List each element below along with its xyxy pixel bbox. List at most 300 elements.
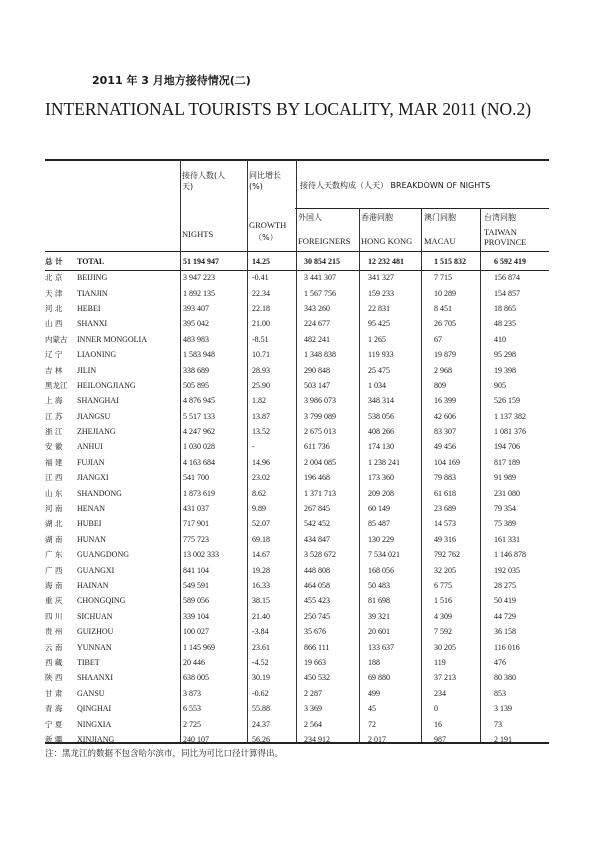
table-row [45, 547, 549, 562]
region-cn: 黑龙江 [45, 380, 68, 390]
macau-cell: 61 618 [434, 488, 456, 498]
hk-cell: 538 056 [368, 411, 394, 421]
hk-cell: 209 208 [368, 488, 394, 498]
growth-cell: 38.15 [252, 596, 270, 606]
hk-cell: 45 [368, 704, 376, 714]
table-row [45, 639, 549, 654]
nights-cell: 6 553 [183, 704, 201, 714]
macau-cell: 119 [434, 657, 446, 667]
region-cn: 福 建 [45, 457, 63, 467]
taiwan-cell: 905 [494, 380, 506, 390]
macau-cell: 6 775 [434, 581, 452, 590]
table-row [45, 332, 549, 347]
nights-cell: 638 005 [183, 673, 209, 683]
region-en: JIANGSU [77, 411, 111, 421]
region-cn: 浙 江 [45, 427, 63, 437]
taiwan-cell: 1 081 376 [494, 427, 526, 437]
table-row [45, 301, 549, 316]
nights-cell: 1 030 028 [183, 442, 215, 452]
nights-cell: 589 056 [183, 596, 209, 606]
hk-cell: 50 483 [368, 581, 390, 590]
table-row [45, 562, 549, 577]
nights-cell: 717 901 [183, 519, 209, 529]
taiwan-cell: 44 729 [494, 611, 516, 621]
taiwan-cell: 194 706 [494, 442, 520, 452]
macau-cell: 16 399 [434, 396, 456, 406]
region-cn: 江 西 [45, 473, 63, 483]
region-cell [45, 424, 181, 439]
region-cell [45, 578, 181, 593]
region-cn: 辽 宁 [45, 350, 63, 360]
nights-cell: 5 517 133 [183, 411, 215, 421]
region-cn: 内蒙古 [45, 334, 68, 344]
foreigners-cell: 455 423 [304, 596, 330, 606]
header-growth-cn: 同比增长(%) [249, 171, 281, 191]
header-foreigners-cn: 外国人 [298, 213, 322, 222]
hk-cell: 39 321 [368, 611, 390, 621]
nights-cell: 3 873 [183, 688, 201, 698]
foreigners-cell: 35 676 [304, 627, 326, 637]
foreigners-cell: 3 799 089 [304, 411, 336, 421]
hk-cell: 25 475 [368, 365, 390, 375]
growth-cell: 14.96 [252, 457, 270, 467]
region-cn: 广 东 [45, 550, 63, 560]
region-cell [45, 253, 181, 270]
hk-cell: 7 534 021 [368, 550, 400, 560]
header-taiwan-en: TAIWAN PROVINCE [484, 227, 527, 247]
table-row [45, 655, 549, 670]
region-cell [45, 516, 181, 531]
region-en: TIBET [77, 657, 100, 667]
taiwan-cell: 19 398 [494, 365, 516, 375]
taiwan-cell: 79 354 [494, 504, 516, 514]
foreigners-cell: 3 986 073 [304, 396, 336, 406]
region-cell [45, 455, 181, 470]
region-en: SHANGHAI [77, 396, 119, 406]
hk-cell: 1 238 241 [368, 457, 400, 467]
foreigners-cell: 3 528 672 [304, 550, 336, 560]
foreigners-cell: 250 745 [304, 611, 330, 621]
taiwan-cell: 3 139 [494, 704, 512, 714]
taiwan-cell: 50 419 [494, 596, 516, 606]
header-nights-cn: 接待人数(人天) [182, 171, 226, 191]
region-en: YUNNAN [77, 642, 112, 652]
hk-cell: 81 698 [368, 596, 390, 606]
macau-cell: 809 [434, 380, 446, 390]
growth-cell: 9.89 [252, 504, 266, 514]
region-cell [45, 409, 181, 424]
growth-cell: 69.18 [252, 534, 270, 544]
region-cn: 山 东 [45, 488, 63, 498]
region-cell [45, 332, 181, 347]
region-cell [45, 485, 181, 500]
region-en: SHAANXI [77, 673, 113, 683]
taiwan-cell: 526 159 [494, 396, 520, 406]
region-cell [45, 270, 181, 285]
region-cell [45, 686, 181, 701]
taiwan-cell: 476 [494, 657, 506, 667]
region-en: FUJIAN [77, 457, 105, 467]
macau-cell: 2 968 [434, 365, 452, 375]
table-row [45, 347, 549, 362]
table-row [45, 593, 549, 608]
nights-cell: 1 892 135 [183, 288, 215, 298]
region-cn: 陕 西 [45, 673, 63, 683]
header-foreigners-en: FOREIGNERS [298, 236, 351, 246]
hk-cell: 159 233 [368, 288, 394, 298]
nights-cell: 4 163 684 [183, 457, 215, 467]
nights-cell: 51 194 947 [183, 257, 219, 266]
region-cell [45, 547, 181, 562]
region-en: INNER MONGOLIA [77, 334, 147, 344]
growth-cell: 25.90 [252, 380, 270, 390]
foreigners-cell: 2 675 013 [304, 427, 336, 437]
hk-cell: 174 130 [368, 442, 394, 452]
foreigners-cell: 464 058 [304, 581, 330, 590]
foreigners-cell: 224 677 [304, 319, 330, 329]
hk-cell: 2 017 [368, 734, 386, 744]
region-cn: 河 北 [45, 303, 63, 313]
region-cell [45, 285, 181, 300]
region-cn: 山 西 [45, 319, 63, 329]
hk-cell: 119 933 [368, 350, 394, 360]
macau-cell: 16 [434, 719, 442, 729]
region-en: ANHUI [77, 442, 103, 452]
foreigners-cell: 290 848 [304, 365, 330, 375]
foreigners-cell: 2 004 085 [304, 457, 336, 467]
growth-cell: 14.67 [252, 550, 270, 560]
header-hk-en: HONG KONG [361, 236, 413, 246]
growth-cell: 8.62 [252, 488, 266, 498]
region-cn: 西 藏 [45, 657, 63, 667]
region-en: SICHUAN [77, 611, 113, 621]
region-en: GUIZHOU [77, 627, 114, 637]
region-en: QINGHAI [77, 704, 112, 714]
region-cell [45, 439, 181, 454]
region-en: HEBEI [77, 303, 101, 313]
nights-cell: 240 107 [183, 734, 209, 744]
nights-cell: 339 104 [183, 611, 209, 621]
foreigners-cell: 343 260 [304, 303, 330, 313]
foreigners-cell: 2 287 [304, 688, 322, 698]
nights-cell: 20 446 [183, 657, 205, 667]
foreigners-cell: 482 241 [304, 334, 330, 344]
growth-cell: 23.61 [252, 642, 270, 652]
foreigners-cell: 234 912 [304, 734, 330, 744]
growth-cell: 30.19 [252, 673, 270, 683]
table-row [45, 470, 549, 485]
region-en: SHANXI [77, 319, 108, 329]
header-nights-en: NIGHTS [182, 229, 214, 239]
region-cell [45, 732, 181, 747]
foreigners-cell: 1 348 838 [304, 350, 336, 360]
foreigners-cell: 503 147 [304, 380, 330, 390]
table-row [45, 485, 549, 500]
taiwan-cell: 36 158 [494, 627, 516, 637]
growth-cell: 56.26 [252, 734, 270, 744]
taiwan-cell: 853 [494, 688, 506, 698]
nights-cell: 3 947 223 [183, 273, 215, 283]
header-taiwan-cn: 台湾同胞 [484, 213, 516, 222]
region-cn: 江 苏 [45, 411, 63, 421]
hk-cell: 1 034 [368, 380, 386, 390]
foreigners-cell: 3 441 307 [304, 273, 336, 283]
hk-cell: 22 831 [368, 303, 390, 313]
taiwan-cell: 1 146 878 [494, 550, 526, 560]
foreigners-cell: 1 567 756 [304, 288, 336, 298]
growth-cell: 55.88 [252, 704, 270, 714]
taiwan-cell: 48 235 [494, 319, 516, 329]
foreigners-cell: 450 532 [304, 673, 330, 683]
table-row [45, 455, 549, 470]
hk-cell: 341 327 [368, 273, 394, 283]
region-cell [45, 624, 181, 639]
growth-cell: 21.40 [252, 611, 270, 621]
nights-cell: 4 247 962 [183, 427, 215, 437]
hk-cell: 60 149 [368, 504, 390, 514]
region-en: SHANDONG [77, 488, 122, 498]
hk-cell: 173 360 [368, 473, 394, 483]
region-cn: 青 海 [45, 704, 63, 714]
region-cn: 湖 南 [45, 534, 63, 544]
region-cell [45, 562, 181, 577]
region-cell [45, 362, 181, 377]
region-cell [45, 655, 181, 670]
region-en: TOTAL [77, 257, 105, 266]
taiwan-cell: 231 080 [494, 488, 520, 498]
growth-cell: 1.82 [252, 396, 266, 406]
region-en: HEILONGJIANG [77, 380, 136, 390]
table-top-rule [45, 159, 549, 161]
nights-cell: 841 104 [183, 565, 209, 575]
taiwan-cell: 73 [494, 719, 502, 729]
nights-cell: 431 037 [183, 504, 209, 514]
taiwan-cell: 156 874 [494, 273, 520, 283]
region-cell [45, 670, 181, 685]
region-cn: 吉 林 [45, 365, 63, 375]
hk-cell: 72 [368, 719, 376, 729]
macau-cell: 987 [434, 734, 446, 744]
growth-cell: 23.02 [252, 473, 270, 483]
region-en: GUANGXI [77, 565, 115, 575]
nights-cell: 393 407 [183, 303, 209, 313]
table-row [45, 409, 549, 424]
macau-cell: 23 689 [434, 504, 456, 514]
growth-cell: 10.71 [252, 350, 270, 360]
nights-cell: 4 876 945 [183, 396, 215, 406]
region-cn: 河 南 [45, 504, 63, 514]
table-row [45, 624, 549, 639]
header-macau-en: MACAU [424, 236, 456, 246]
region-en: CHONGQING [77, 596, 126, 606]
macau-cell: 30 205 [434, 642, 456, 652]
region-cell [45, 347, 181, 362]
table-row [45, 732, 549, 747]
region-cn: 重 庆 [45, 596, 63, 606]
macau-cell: 42 606 [434, 411, 456, 421]
region-en: JILIN [77, 365, 97, 375]
header-hk-cn: 香港同胞 [361, 213, 393, 222]
region-cn: 甘 肃 [45, 688, 63, 698]
growth-cell: - [252, 442, 255, 452]
region-en: LIAONING [77, 350, 117, 360]
hk-cell: 408 266 [368, 427, 394, 437]
table-row [45, 362, 549, 377]
nights-cell: 338 689 [183, 365, 209, 375]
nights-cell: 2 725 [183, 719, 201, 729]
region-cn: 总 计 [45, 257, 63, 266]
macau-cell: 7 592 [434, 627, 452, 637]
region-en: GANSU [77, 688, 105, 698]
table-row [45, 393, 549, 408]
macau-cell: 32 205 [434, 565, 456, 575]
growth-cell: 22.34 [252, 288, 270, 298]
foreigners-cell: 611 736 [304, 442, 330, 452]
foreigners-cell: 434 847 [304, 534, 330, 544]
taiwan-cell: 28 275 [494, 581, 516, 590]
region-cell [45, 609, 181, 624]
macau-cell: 792 762 [434, 550, 460, 560]
taiwan-cell: 80 380 [494, 673, 516, 683]
region-en: TIANJIN [77, 288, 108, 298]
region-cn: 广 西 [45, 565, 63, 575]
region-cn: 新 疆 [45, 734, 63, 744]
table-row [45, 578, 549, 593]
macau-cell: 14 573 [434, 519, 456, 529]
growth-cell: 19.28 [252, 565, 270, 575]
growth-cell: -0.41 [252, 273, 269, 283]
region-cn: 北 京 [45, 273, 63, 283]
hk-cell: 168 056 [368, 565, 394, 575]
macau-cell: 37 213 [434, 673, 456, 683]
foreigners-cell: 448 808 [304, 565, 330, 575]
growth-cell: -3.84 [252, 627, 269, 637]
hk-cell: 69 880 [368, 673, 390, 683]
table-row [45, 316, 549, 331]
page-title-chinese: 2011 年 3 月地方接待情况(二) [92, 74, 251, 87]
nights-cell: 1 583 948 [183, 350, 215, 360]
header-macau-cn: 澳门同胞 [424, 213, 456, 222]
macau-cell: 4 309 [434, 611, 452, 621]
region-cn: 湖 北 [45, 519, 63, 529]
growth-cell: -0.62 [252, 688, 269, 698]
region-en: NINGXIA [77, 719, 112, 729]
region-cell [45, 593, 181, 608]
foreigners-cell: 19 663 [304, 657, 326, 667]
taiwan-cell: 91 989 [494, 473, 516, 483]
header-growth-en: GROWTH [249, 220, 287, 230]
hk-cell: 95 425 [368, 319, 390, 329]
macau-cell: 1 515 832 [434, 257, 466, 266]
macau-cell: 8 451 [434, 303, 452, 313]
nights-cell: 100 027 [183, 627, 209, 637]
nights-cell: 1 145 969 [183, 642, 215, 652]
growth-cell: -8.51 [252, 334, 269, 344]
region-cn: 安 徽 [45, 442, 63, 452]
breakdown-sub-rule [295, 208, 549, 209]
macau-cell: 49 316 [434, 534, 456, 544]
region-en: HENAN [77, 504, 105, 514]
hk-cell: 1 265 [368, 334, 386, 344]
region-cn: 贵 州 [45, 627, 63, 637]
macau-cell: 7 715 [434, 273, 452, 283]
region-cn: 天 津 [45, 288, 63, 298]
region-cell [45, 470, 181, 485]
macau-cell: 0 [434, 704, 438, 714]
region-cell [45, 716, 181, 731]
growth-cell: 13.52 [252, 427, 270, 437]
table-row [45, 609, 549, 624]
region-en: HAINAN [77, 581, 109, 590]
macau-cell: 19 879 [434, 350, 456, 360]
hk-cell: 188 [368, 657, 380, 667]
hk-cell: 20 601 [368, 627, 390, 637]
taiwan-cell: 192 035 [494, 565, 520, 575]
taiwan-cell: 95 298 [494, 350, 516, 360]
region-cn: 上 海 [45, 396, 63, 406]
table-row [45, 424, 549, 439]
region-en: BEIJING [77, 273, 108, 283]
growth-cell: 14.25 [252, 257, 270, 266]
foreigners-cell: 3 369 [304, 704, 322, 714]
macau-cell: 10 289 [434, 288, 456, 298]
table-row [45, 670, 549, 685]
page-title-english: INTERNATIONAL TOURISTS BY LOCALITY, MAR 2011 (NO.2) [45, 99, 532, 119]
taiwan-cell: 18 865 [494, 303, 516, 313]
region-cell [45, 501, 181, 516]
growth-cell: 22.18 [252, 303, 270, 313]
macau-cell: 49 456 [434, 442, 456, 452]
table-row [45, 501, 549, 516]
region-cell [45, 532, 181, 547]
region-en: JIANGXI [77, 473, 109, 483]
header-growth-unit: （%） [254, 233, 278, 242]
hk-cell: 130 229 [368, 534, 394, 544]
hk-cell: 85 487 [368, 519, 390, 529]
nights-cell: 775 723 [183, 534, 209, 544]
region-cell [45, 378, 181, 393]
table-row [45, 270, 549, 285]
region-cell [45, 639, 181, 654]
taiwan-cell: 116 016 [494, 642, 520, 652]
foreigners-cell: 1 371 713 [304, 488, 336, 498]
region-cell [45, 301, 181, 316]
region-cn: 海 南 [45, 581, 63, 590]
taiwan-cell: 154 857 [494, 288, 520, 298]
taiwan-cell: 161 331 [494, 534, 520, 544]
growth-cell: 21.00 [252, 319, 270, 329]
taiwan-cell: 817 189 [494, 457, 520, 467]
nights-cell: 1 873 619 [183, 488, 215, 498]
nights-cell: 549 591 [183, 581, 209, 590]
macau-cell: 104 169 [434, 457, 460, 467]
hk-cell: 12 232 481 [368, 257, 404, 266]
nights-cell: 395 042 [183, 319, 209, 329]
foreigners-cell: 267 845 [304, 504, 330, 514]
macau-cell: 79 883 [434, 473, 456, 483]
foreigners-cell: 30 854 215 [304, 257, 340, 266]
region-cell [45, 393, 181, 408]
table-row [45, 701, 549, 716]
growth-cell: -4.52 [252, 657, 269, 667]
region-cn: 云 南 [45, 642, 63, 652]
table-row [45, 439, 549, 454]
macau-cell: 83 307 [434, 427, 456, 437]
region-en: XINJIANG [77, 734, 115, 744]
table-row [45, 716, 549, 731]
table-row [45, 532, 549, 547]
taiwan-cell: 2 191 [494, 734, 512, 744]
